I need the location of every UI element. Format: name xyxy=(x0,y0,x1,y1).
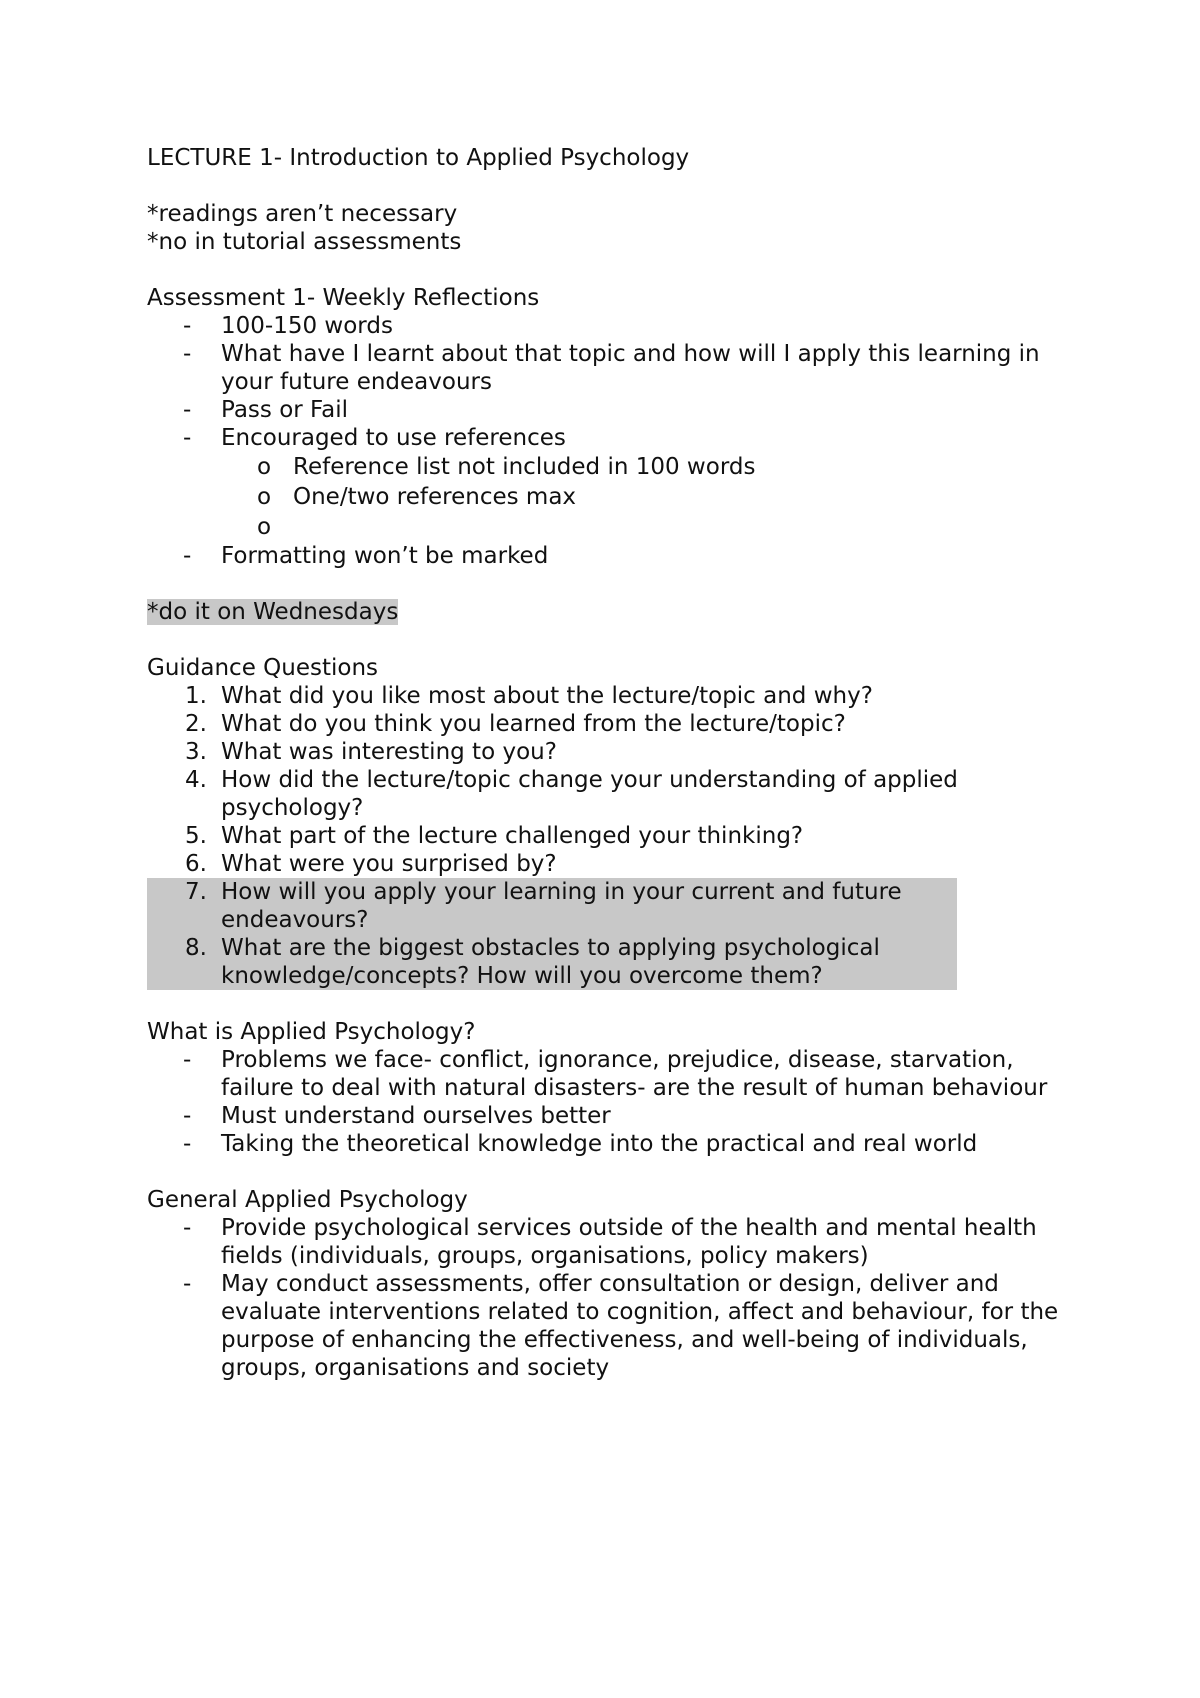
list-item xyxy=(147,1270,1087,1382)
dash-bullet: - xyxy=(183,543,192,569)
list-item xyxy=(147,340,1087,396)
list-item xyxy=(147,1046,1087,1102)
list-item xyxy=(147,312,1087,340)
item-number: 5. xyxy=(185,823,207,849)
numbered-item xyxy=(147,822,1087,850)
sub-list-item-text: One/two references max xyxy=(293,484,577,510)
list-item-text: May conduct assessments, offer consultation or design, deliver and evaluate interventions related to cognition, affect and behaviour, for the purpose of enhancing the effectiveness, and well-being of individuals, groups, organisations and society xyxy=(221,1271,1059,1381)
sub-list-item-text: Reference list not included in 100 words xyxy=(293,454,756,480)
numbered-item xyxy=(147,766,1087,822)
highlighted-note: *do it on Wednesdays xyxy=(147,599,399,625)
numbered-item xyxy=(147,850,1087,878)
item-number: 8. xyxy=(147,934,221,990)
question-text: What were you surprised by? xyxy=(221,851,557,877)
page-title: LECTURE 1- Introduction to Applied Psychology xyxy=(147,145,690,171)
dash-bullet: - xyxy=(183,1131,192,1157)
question-text: What part of the lecture challenged your thinking? xyxy=(221,823,804,849)
item-number: 4. xyxy=(185,767,207,793)
question-text: What are the biggest obstacles to applying psychological knowledge/concepts? How will you overcome them? xyxy=(221,934,957,990)
dash-bullet: - xyxy=(183,341,192,367)
list-item-text: Formatting won’t be marked xyxy=(221,543,549,569)
assessment-heading: Assessment 1- Weekly Reflections xyxy=(147,285,540,311)
circle-bullet: o xyxy=(257,484,272,510)
dash-bullet: - xyxy=(183,397,192,423)
dash-bullet: - xyxy=(183,1047,192,1073)
numbered-item xyxy=(147,738,1087,766)
list-item-text: Encouraged to use references xyxy=(221,425,566,451)
sub-list-item xyxy=(147,452,1087,482)
what-is-heading: What is Applied Psychology? xyxy=(147,1019,476,1045)
list-item-text: Taking the theoretical knowledge into the practical and real world xyxy=(221,1131,978,1157)
list-item xyxy=(147,424,1087,452)
numbered-item xyxy=(147,682,1087,710)
note-line: *readings aren’t necessary xyxy=(147,201,458,227)
document-page xyxy=(147,144,1087,1382)
dash-bullet: - xyxy=(183,1215,192,1241)
sub-list-item xyxy=(147,482,1087,512)
dash-bullet: - xyxy=(183,1103,192,1129)
list-item-text: What have I learnt about that topic and how will I apply this learning in your future endeavours xyxy=(221,341,1040,395)
question-text: How did the lecture/topic change your understanding of applied psychology? xyxy=(221,767,958,821)
dash-bullet: - xyxy=(183,425,192,451)
circle-bullet: o xyxy=(257,514,272,540)
question-text: What did you like most about the lecture/topic and why? xyxy=(221,683,873,709)
question-text: What was interesting to you? xyxy=(221,739,557,765)
item-number: 1. xyxy=(185,683,207,709)
circle-bullet: o xyxy=(257,454,272,480)
note-line: *no in tutorial assessments xyxy=(147,229,462,255)
list-item-text: Must understand ourselves better xyxy=(221,1103,611,1129)
list-item-text: 100-150 words xyxy=(221,313,393,339)
list-item xyxy=(147,1130,1087,1158)
item-number: 2. xyxy=(185,711,207,737)
list-item xyxy=(147,542,1087,570)
item-number: 3. xyxy=(185,739,207,765)
sub-list-item xyxy=(147,512,1087,542)
dash-bullet: - xyxy=(183,313,192,339)
list-item xyxy=(147,1214,1087,1270)
dash-bullet: - xyxy=(183,1271,192,1297)
list-item xyxy=(147,396,1087,424)
item-number: 6. xyxy=(185,851,207,877)
numbered-item xyxy=(147,710,1087,738)
list-item-text: Pass or Fail xyxy=(221,397,349,423)
list-item xyxy=(147,1102,1087,1130)
numbered-item-highlighted xyxy=(147,878,957,934)
list-item-text: Problems we face- conflict, ignorance, prejudice, disease, starvation, failure to deal with natural disasters- are the result of human behaviour xyxy=(221,1047,1048,1101)
item-number: 7. xyxy=(147,878,221,934)
general-heading: General Applied Psychology xyxy=(147,1187,468,1213)
numbered-item-highlighted xyxy=(147,934,957,990)
question-text: How will you apply your learning in your current and future endeavours? xyxy=(221,878,957,934)
list-item-text: Provide psychological services outside of the health and mental health fields (individuals, groups, organisations, policy makers) xyxy=(221,1215,1037,1269)
guidance-heading: Guidance Questions xyxy=(147,655,379,681)
question-text: What do you think you learned from the lecture/topic? xyxy=(221,711,846,737)
